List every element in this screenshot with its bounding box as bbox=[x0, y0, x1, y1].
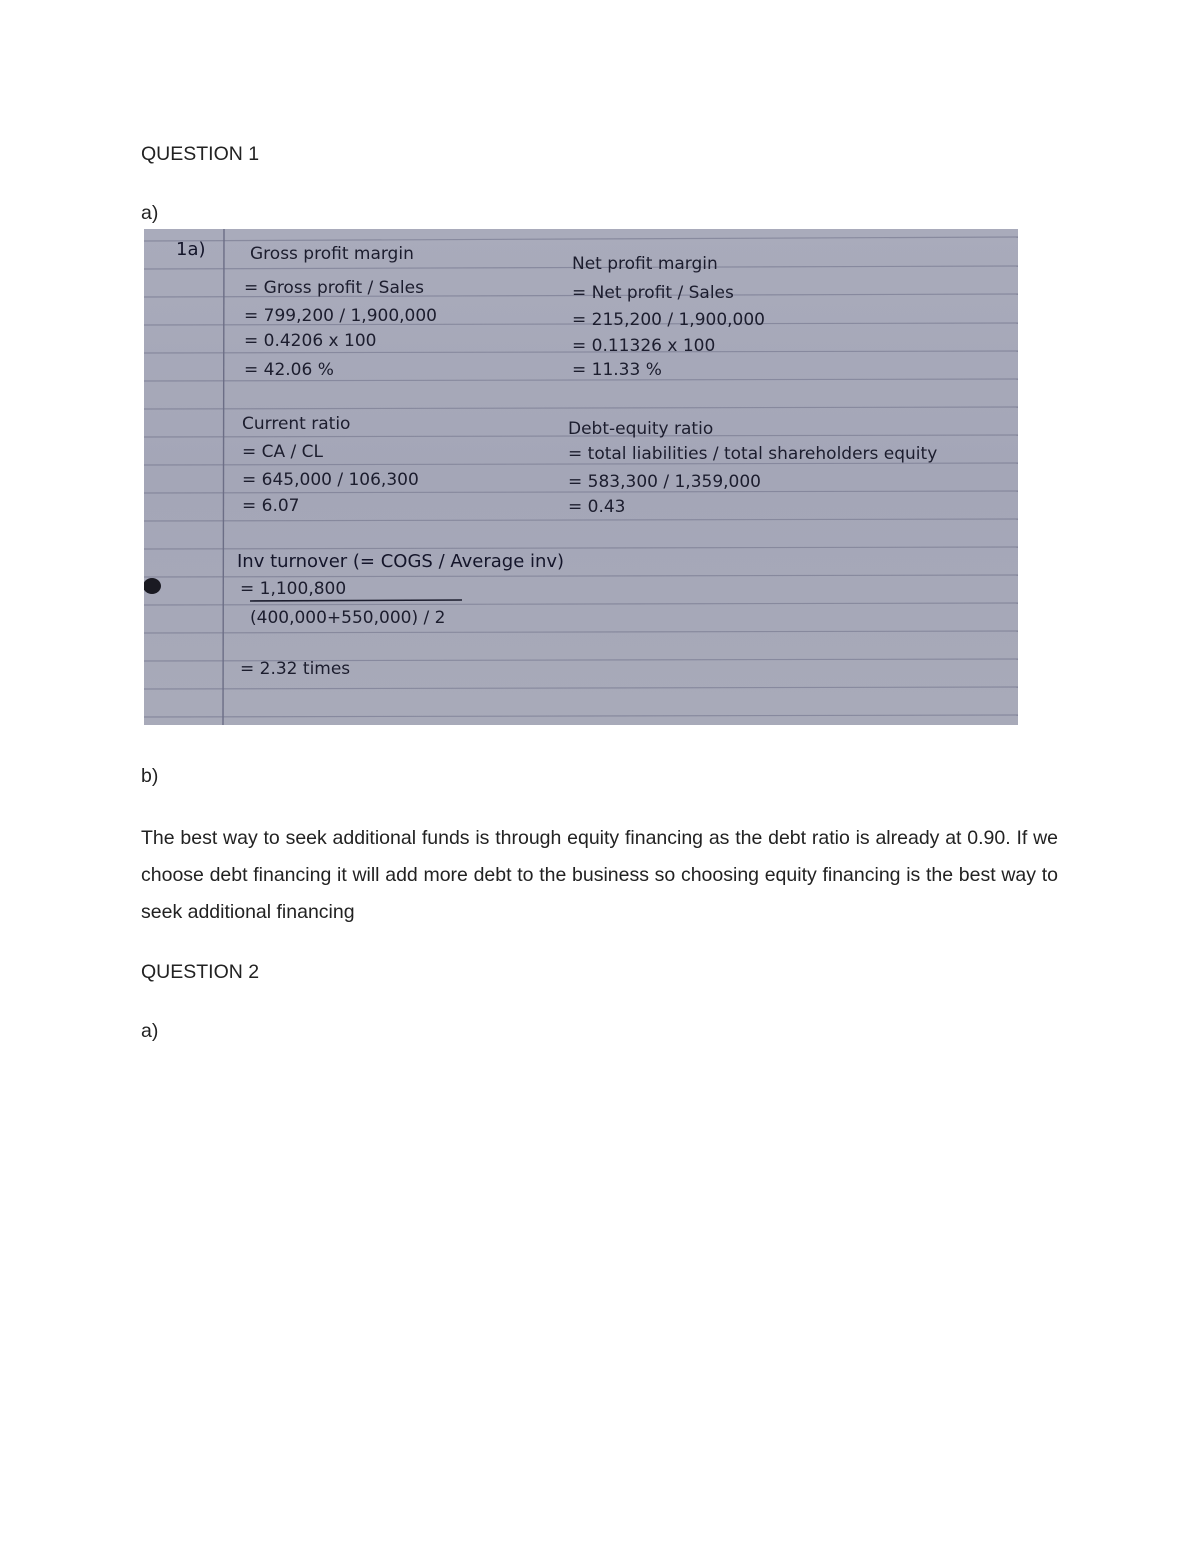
notebook-page bbox=[144, 229, 1018, 725]
net-margin-title: Net profit margin bbox=[572, 254, 718, 274]
question-2-part-a-label: a) bbox=[141, 1020, 159, 1042]
inv-turnover-title: Inv turnover (= COGS / Average inv) bbox=[237, 551, 565, 572]
inv-turnover-numerator: = 1,100,800 bbox=[240, 579, 347, 599]
question-1-part-b-answer: The best way to seek additional funds is through equity financing as the debt ratio is already at 0.90. If we choose debt financing it will add more debt to the business so choosing equity financing is the best way to seek additional financing bbox=[141, 827, 1058, 923]
question-1-part-a-label: a) bbox=[141, 202, 159, 224]
net-margin-line-3: = 0.11326 x 100 bbox=[572, 336, 716, 356]
net-margin-line-1: = Net profit / Sales bbox=[572, 283, 734, 303]
gross-margin-line-1: = Gross profit / Sales bbox=[244, 278, 424, 298]
inv-turnover-denominator: (400,000+550,000) / 2 bbox=[250, 608, 446, 628]
debt-equity-line-3: = 0.43 bbox=[568, 497, 626, 517]
gross-margin-line-2: = 799,200 / 1,900,000 bbox=[244, 306, 438, 326]
question-2-heading: QUESTION 2 bbox=[141, 961, 260, 983]
current-ratio-line-2: = 645,000 / 106,300 bbox=[242, 470, 419, 490]
margin-line bbox=[223, 229, 224, 725]
gross-margin-title: Gross profit margin bbox=[250, 244, 414, 264]
debt-equity-line-2: = 583,300 / 1,359,000 bbox=[568, 472, 762, 492]
current-ratio-line-1: = CA / CL bbox=[242, 442, 324, 462]
net-margin-line-2: = 215,200 / 1,900,000 bbox=[572, 310, 766, 330]
punch-hole bbox=[144, 578, 161, 594]
net-margin-line-4: = 11.33 % bbox=[572, 360, 662, 380]
question-label: 1a) bbox=[176, 239, 206, 260]
current-ratio-title: Current ratio bbox=[242, 414, 351, 434]
debt-equity-title: Debt-equity ratio bbox=[568, 419, 714, 439]
handwritten-notes-photo bbox=[144, 229, 1018, 725]
inv-turnover-result: = 2.32 times bbox=[240, 659, 351, 679]
question-1-heading: QUESTION 1 bbox=[141, 143, 260, 165]
gross-margin-line-3: = 0.4206 x 100 bbox=[244, 331, 377, 351]
debt-equity-line-1: = total liabilities / total shareholders equity bbox=[568, 444, 938, 464]
current-ratio-line-3: = 6.07 bbox=[242, 496, 300, 516]
gross-margin-line-4: = 42.06 % bbox=[244, 360, 334, 380]
fraction-bar bbox=[250, 600, 462, 601]
question-1-part-b-label: b) bbox=[141, 765, 159, 787]
